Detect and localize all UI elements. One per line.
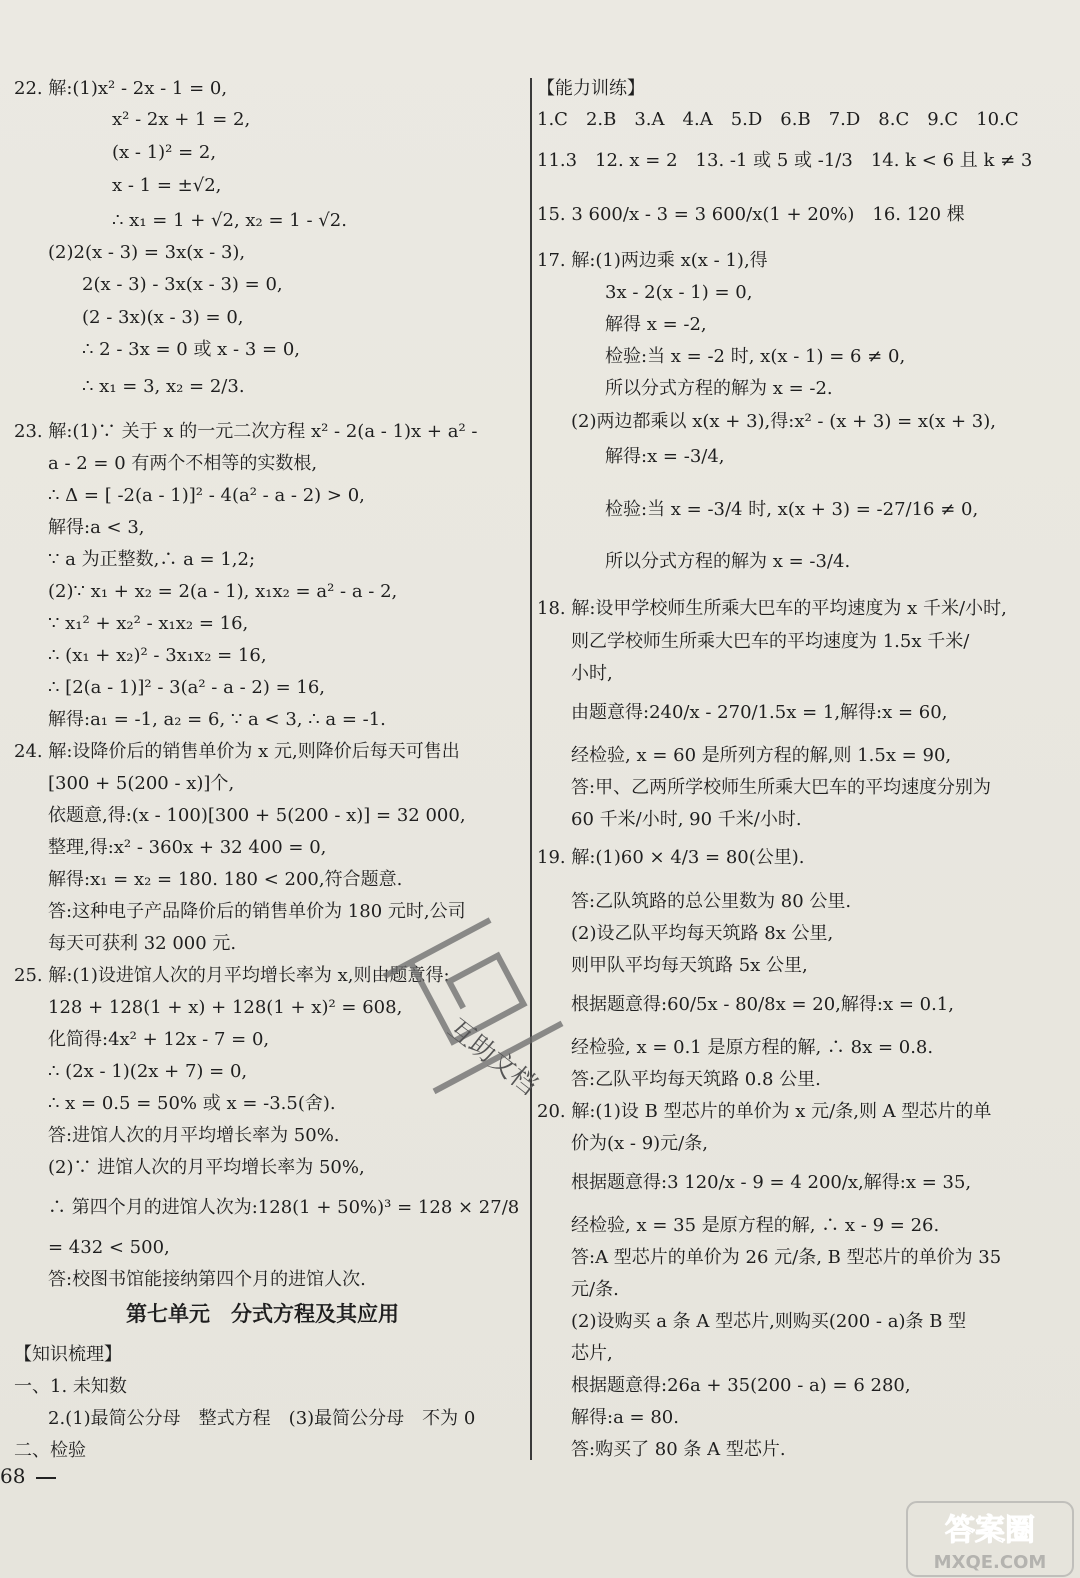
text-line: 解得:x = -3/4,	[605, 446, 725, 467]
text-line: 经检验, x = 0.1 是原方程的解, ∴ 8x = 0.8.	[571, 1037, 934, 1058]
text-line: 所以分式方程的解为 x = -2.	[605, 378, 833, 399]
text-line: 元/条.	[571, 1279, 619, 1300]
page-number-dash	[36, 1477, 56, 1479]
text-line: 二、检验	[14, 1440, 86, 1461]
text-line: 检验:当 x = -2 时, x(x - 1) = 6 ≠ 0,	[605, 346, 906, 367]
text-line: (x - 1)² = 2,	[112, 142, 217, 163]
text-line: 根据题意得:3 120/x - 9 = 4 200/x,解得:x = 35,	[571, 1172, 972, 1193]
text-line: (2)设购买 a 条 A 型芯片,则购买(200 - a)条 B 型	[571, 1311, 967, 1332]
text-line: ∴ (2x - 1)(2x + 7) = 0,	[48, 1061, 248, 1082]
text-line: 解得 x = -2,	[605, 314, 707, 335]
text-line: (2)设乙队平均每天筑路 8x 公里,	[571, 923, 834, 944]
text-line: 128 + 128(1 + x) + 128(1 + x)² = 608,	[48, 997, 403, 1018]
text-line: 24. 解:设降价后的销售单价为 x 元,则降价后每天可售出	[14, 741, 460, 762]
text-line: 所以分式方程的解为 x = -3/4.	[605, 551, 851, 572]
text-line: ∴ (x₁ + x₂)² - 3x₁x₂ = 16,	[48, 645, 267, 666]
text-line: 1.C 2.B 3.A 4.A 5.D 6.B 7.D 8.C 9.C 10.C	[537, 109, 1019, 130]
site-logo	[905, 1500, 1075, 1578]
text-line: 答:校图书馆能接纳第四个月的进馆人次.	[48, 1269, 366, 1290]
text-line: 60 千米/小时, 90 千米/小时.	[571, 809, 802, 830]
text-line: 2.(1)最简公分母 整式方程 (3)最简公分母 不为 0	[48, 1408, 476, 1429]
text-line: ∴ x₁ = 1 + √2, x₂ = 1 - √2.	[112, 210, 347, 231]
text-line: ∴ x₁ = 3, x₂ = 2/3.	[82, 376, 245, 397]
text-line: 答:购买了 80 条 A 型芯片.	[571, 1439, 786, 1460]
page-number: 68	[0, 1464, 26, 1488]
text-line: x - 1 = ±√2,	[112, 175, 222, 196]
text-line: ∴ 第四个月的进馆人次为:128(1 + 50%)³ = 128 × 27/8	[48, 1197, 520, 1218]
text-line: ∴ x = 0.5 = 50% 或 x = -3.5(舍).	[48, 1093, 336, 1114]
text-line: 经检验, x = 35 是原方程的解, ∴ x - 9 = 26.	[571, 1215, 940, 1236]
unit-title: 第七单元 分式方程及其应用	[126, 1301, 399, 1326]
text-line: 则乙学校师生所乘大巴车的平均速度为 1.5x 千米/	[571, 631, 970, 652]
text-line: ∴ Δ = [ -2(a - 1)]² - 4(a² - a - 2) > 0,	[48, 485, 365, 506]
text-line: 每天可获利 32 000 元.	[48, 933, 237, 954]
text-line: 23. 解:(1)∵ 关于 x 的一元二次方程 x² - 2(a - 1)x + a² -	[14, 421, 478, 442]
text-line: x² - 2x + 1 = 2,	[112, 109, 251, 130]
text-line: 则甲队平均每天筑路 5x 公里,	[571, 955, 808, 976]
text-line: 价为(x - 9)元/条,	[571, 1133, 708, 1154]
text-line: 11.3 12. x = 2 13. -1 或 5 或 -1/3 14. k < 6 且 k ≠ 3	[537, 150, 1033, 171]
text-line: 【知识梳理】	[14, 1344, 122, 1365]
text-line: 根据题意得:26a + 35(200 - a) = 6 280,	[571, 1375, 911, 1396]
text-line: 整理,得:x² - 360x + 32 400 = 0,	[48, 837, 327, 858]
text-line: 15. 3 600/x - 3 = 3 600/x(1 + 20%) 16. 120 棵	[537, 204, 965, 225]
text-line: (2)2(x - 3) = 3x(x - 3),	[48, 242, 246, 263]
text-line: 25. 解:(1)设进馆人次的月平均增长率为 x,则由题意得:	[14, 965, 450, 986]
text-line: 【能力训练】	[537, 78, 645, 99]
watermark-stamp	[370, 900, 570, 1120]
text-line: ∵ x₁² + x₂² - x₁x₂ = 16,	[48, 613, 249, 634]
watermark-text: 互助文档	[442, 1013, 543, 1102]
text-line: 3x - 2(x - 1) = 0,	[605, 282, 753, 303]
text-line: ∴ 2 - 3x = 0 或 x - 3 = 0,	[82, 339, 301, 360]
text-line: 答:进馆人次的月平均增长率为 50%.	[48, 1125, 340, 1146]
text-line: (2)∵ x₁ + x₂ = 2(a - 1), x₁x₂ = a² - a - 2,	[48, 581, 398, 602]
text-line: 答:乙队筑路的总公里数为 80 公里.	[571, 891, 852, 912]
text-line: 20. 解:(1)设 B 型芯片的单价为 x 元/条,则 A 型芯片的单	[537, 1101, 992, 1122]
text-line: (2 - 3x)(x - 3) = 0,	[82, 307, 244, 328]
text-line: 解得:a = 80.	[571, 1407, 679, 1428]
text-line: 答:甲、乙两所学校师生所乘大巴车的平均速度分别为	[571, 777, 992, 798]
text-line: 答:这种电子产品降价后的销售单价为 180 元时,公司	[48, 901, 466, 922]
text-line: a - 2 = 0 有两个不相等的实数根,	[48, 453, 318, 474]
text-line: 解得:a₁ = -1, a₂ = 6, ∵ a < 3, ∴ a = -1.	[48, 709, 386, 730]
text-line: ∵ a 为正整数,∴ a = 1,2;	[48, 549, 256, 570]
svg-text:答案圈: 答案圈	[945, 1513, 1035, 1548]
text-line: 19. 解:(1)60 × 4/3 = 80(公里).	[537, 847, 805, 868]
text-line: ∴ [2(a - 1)]² - 3(a² - a - 2) = 16,	[48, 677, 325, 698]
svg-text:MXQE.COM: MXQE.COM	[933, 1552, 1047, 1573]
text-line: 22. 解:(1)x² - 2x - 1 = 0,	[14, 78, 228, 99]
text-line: 化简得:4x² + 12x - 7 = 0,	[48, 1029, 270, 1050]
text-line: (2)两边都乘以 x(x + 3),得:x² - (x + 3) = x(x + 3),	[571, 411, 996, 432]
text-line: 答:A 型芯片的单价为 26 元/条, B 型芯片的单价为 35	[571, 1247, 1002, 1268]
text-line: 答:乙队平均每天筑路 0.8 公里.	[571, 1069, 821, 1090]
text-line: [300 + 5(200 - x)]个,	[48, 773, 235, 794]
text-line: 小时,	[571, 663, 613, 684]
text-line: 解得:a < 3,	[48, 517, 145, 538]
column-divider	[530, 78, 532, 1460]
text-line: 解得:x₁ = x₂ = 180. 180 < 200,符合题意.	[48, 869, 403, 890]
text-line: = 432 < 500,	[48, 1237, 170, 1258]
text-line: 2(x - 3) - 3x(x - 3) = 0,	[82, 274, 283, 295]
text-line: 经检验, x = 60 是所列方程的解,则 1.5x = 90,	[571, 745, 952, 766]
text-line: 由题意得:240/x - 270/1.5x = 1,解得:x = 60,	[571, 702, 948, 723]
text-line: 一、1. 未知数	[14, 1376, 127, 1397]
text-line: 依题意,得:(x - 100)[300 + 5(200 - x)] = 32 000,	[48, 805, 466, 826]
text-line: 芯片,	[571, 1343, 613, 1364]
text-line: (2)∵ 进馆人次的月平均增长率为 50%,	[48, 1157, 365, 1178]
text-line: 根据题意得:60/5x - 80/8x = 20,解得:x = 0.1,	[571, 994, 954, 1015]
text-line: 17. 解:(1)两边乘 x(x - 1),得	[537, 250, 768, 271]
text-line: 检验:当 x = -3/4 时, x(x + 3) = -27/16 ≠ 0,	[605, 499, 979, 520]
text-line: 18. 解:设甲学校师生所乘大巴车的平均速度为 x 千米/小时,	[537, 598, 1007, 619]
